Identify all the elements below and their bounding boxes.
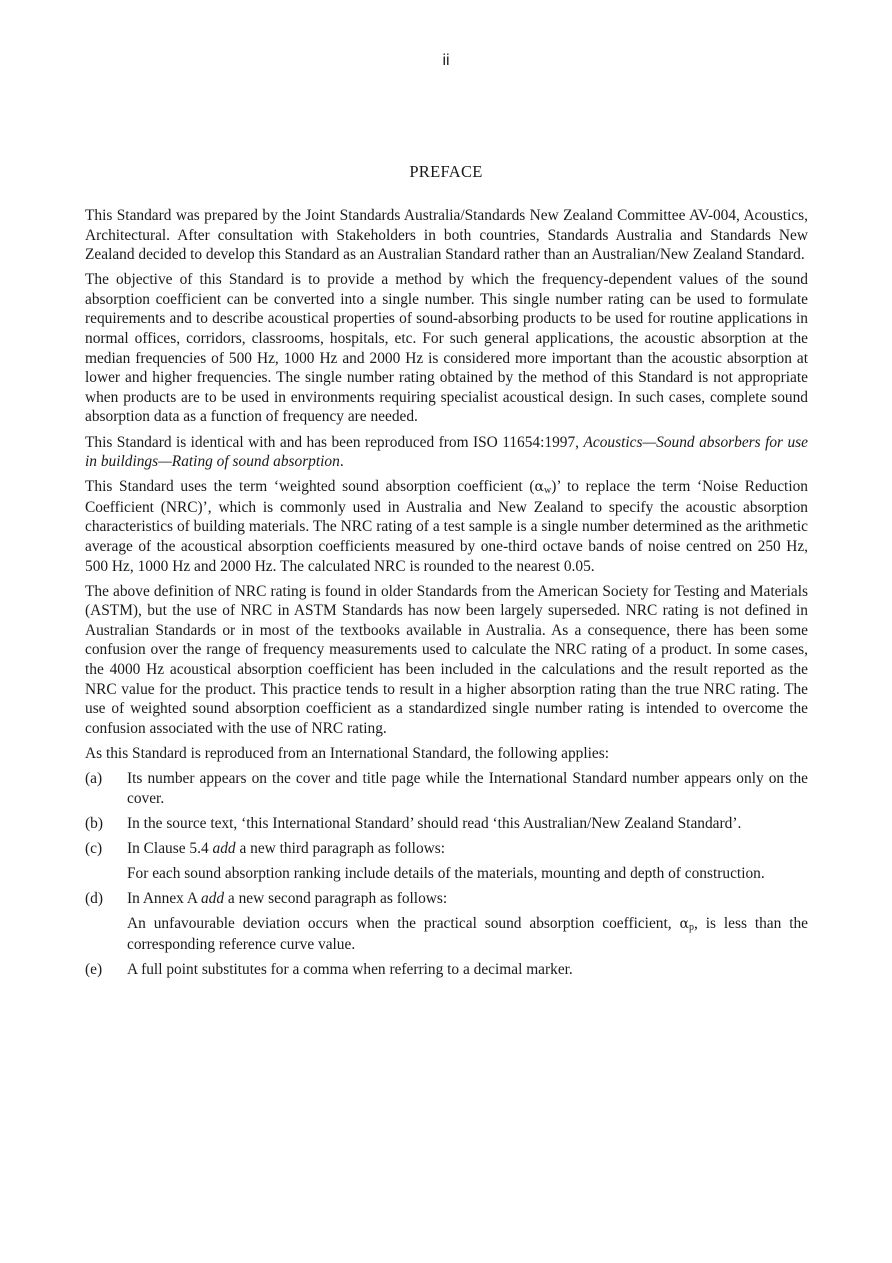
alpha-symbol: α	[679, 916, 689, 933]
preface-body	[85, 206, 808, 985]
add-emphasis: add	[212, 839, 236, 857]
paragraph-source-text: This Standard is identical with and has been reproduced from ISO 11654:1997,	[85, 433, 584, 451]
clause-text-start: In Clause 5.4	[127, 839, 213, 857]
list-item-body	[127, 839, 808, 884]
annex-text-start: In Annex A	[127, 890, 201, 907]
list-item	[85, 839, 808, 884]
list-item-text: A full point substitutes for a comma when referring to a decimal marker.	[127, 960, 573, 978]
list-marker: (b)	[85, 814, 103, 832]
inserted-paragraph	[127, 914, 808, 954]
page-title: PREFACE	[409, 162, 483, 181]
list-marker: (c)	[85, 839, 103, 857]
list-item	[85, 889, 808, 954]
list-item-text: In the source text, ‘this International Standard’ should read ‘this Australian/New Zealand Standard’.	[127, 814, 742, 832]
alpha-symbol: α	[534, 479, 544, 496]
paragraph-nrc-history: The above definition of NRC rating is found in older Standards from the American Society for Testing and Materials (ASTM), but the use of NRC in ASTM Standards has now been largely superseded. NRC rating is not defined in Australian Standards or in most of the textbooks available in Australia. As a consequence, there has been some confusion over the range of frequency measurements used to calculate the NRC rating of a product. In some cases, the 4000 Hz acoustical absorption coefficient has been included in the calculations and the result reported as the NRC value for the product. This practice tends to result in a higher absorption rating than the true NRC rating. The use of weighted sound absorption coefficient as a standardized single number rating is intended to overcome the confusion associated with the use of NRC rating.	[85, 582, 808, 737]
inserted-paragraph: For each sound absorption ranking include details of the materials, mounting and depth of construction.	[127, 864, 765, 882]
list-item	[85, 814, 808, 834]
add-emphasis: add	[200, 890, 225, 907]
deviation-text-start: An unfavourable deviation occurs when the practical sound absorption coefficient,	[127, 915, 680, 933]
weighted-text-end: )’ to replace the term ‘Noise Reduction Coefficient (NRC)’, which is commonly used in Australia and New Zealand to specify the acoustic absorption characteristics of building materials. The NRC rating of a test sample is a single number determined as the arithmetic average of the acoustical absorption coefficients measured by one-third octave bands of noise centred on 250 Hz, 500 Hz, 1000 Hz and 2000 Hz. The calculated NRC is rounded to the nearest 0.05.	[85, 478, 808, 575]
page-number: ii	[442, 52, 450, 69]
list-item	[85, 769, 808, 808]
paragraph-committee: This Standard was prepared by the Joint Standards Australia/Standards New Zealand Committee AV-004, Acoustics, Architectural. After consultation with Stakeholders in both countries, Standards Australia and Standards New Zealand decided to develop this Standard as an Australian Standard rather than an Australian/New Zealand Standard.	[85, 207, 808, 264]
source-standard-title: Acoustics—Sound absorbers for use in buildings—Rating of sound absorption	[85, 433, 808, 471]
list-item-text	[127, 839, 808, 859]
list-item-body	[127, 889, 808, 954]
paragraph-weighted-coefficient	[85, 477, 808, 576]
alpha-subscript-w: w	[543, 485, 552, 497]
list-marker: (e)	[85, 960, 103, 978]
paragraph-source-standard	[85, 433, 808, 472]
list-item-text	[127, 889, 808, 909]
clause-text-end: a new third paragraph as follows:	[235, 839, 446, 857]
paragraph-list-intro: As this Standard is reproduced from an International Standard, the following applies:	[85, 744, 610, 762]
list-item-text: Its number appears on the cover and title page while the International Standard number appears only on the cover.	[127, 770, 808, 807]
list-item	[85, 960, 808, 980]
weighted-text-start: This Standard uses the term ‘weighted sound absorption coefficient (	[85, 478, 535, 496]
list-marker: (a)	[85, 770, 103, 788]
list-marker: (d)	[85, 890, 103, 907]
deviation-text-end: , is less than the corresponding reference curve value.	[127, 915, 809, 953]
annex-text-end: a new second paragraph as follows:	[224, 890, 448, 907]
paragraph-source-end: .	[339, 453, 344, 471]
paragraph-objective: The objective of this Standard is to provide a method by which the frequency-dependent values of the sound absorption coefficient can be converted into a single number. This single number rating can be used to formulate requirements and to describe acoustical properties of sound-absorbing products to be used for routine applications in normal offices, corridors, classrooms, hospitals, etc. For such general applications, the acoustic absorption at the median frequencies of 500 Hz, 1000 Hz and 2000 Hz is considered more important than the acoustic absorption at lower and higher frequencies. The single number rating obtained by the method of this Standard is not appropriate when products are to be used in environments requiring specialist acoustical design. In such cases, complete sound absorption data as a function of frequency are needed.	[85, 271, 808, 426]
alpha-subscript-p: p	[688, 922, 694, 934]
